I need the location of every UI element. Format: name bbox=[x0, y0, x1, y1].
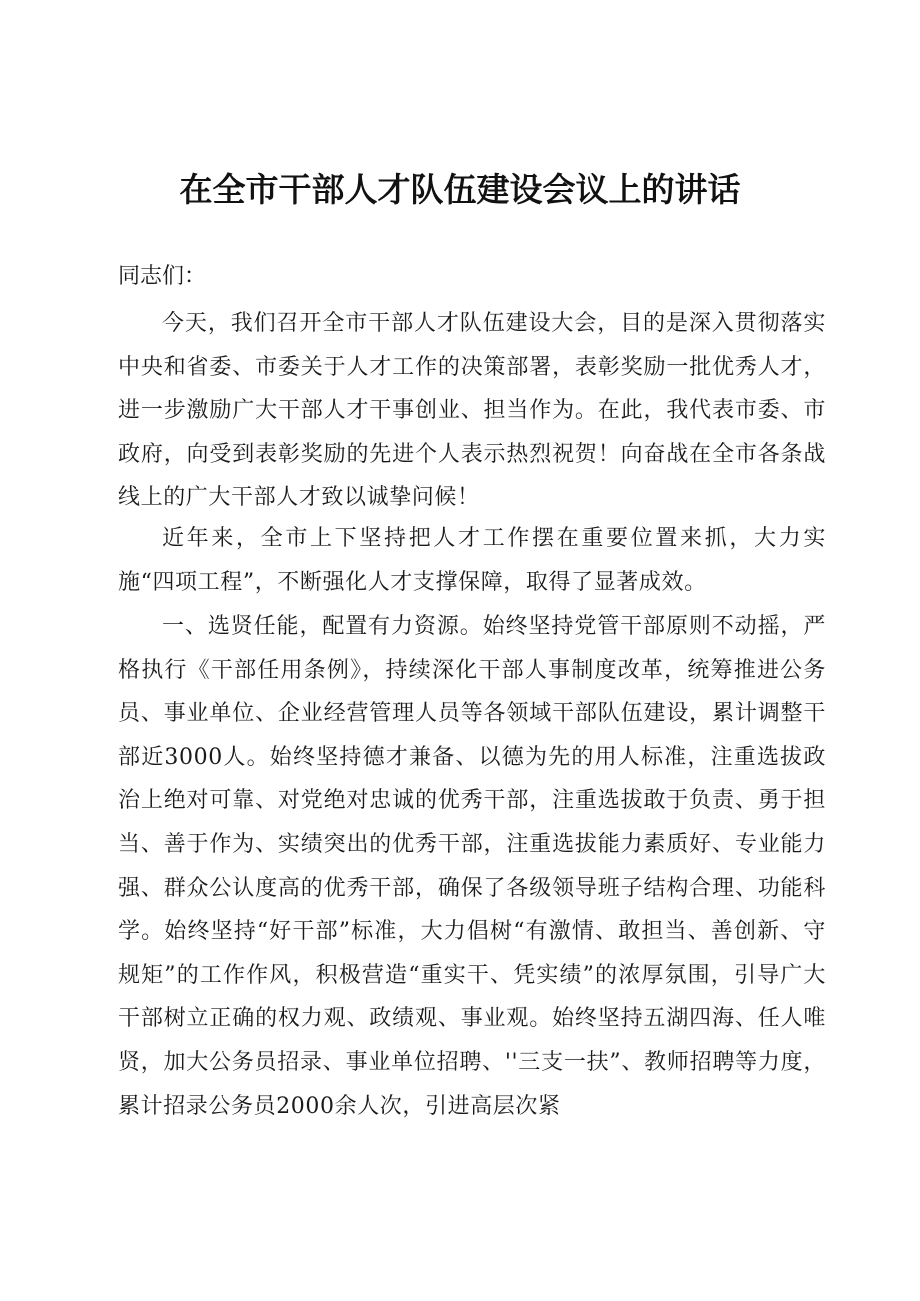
salutation: 同志们： bbox=[118, 264, 207, 289]
paragraph-section-one bbox=[118, 605, 826, 1128]
section-one-text: 始终坚持党管干部原则不动摇，严格执行《干部任用条例》，持续深化干部人事制度改革，统筹推进公务员、事业单位、企业经营管理人员等各领域干部队伍建设，累计调整干部近3000人。始终坚持德才兼备、以德为先的用人标准，注重选拔政治上绝对可靠、对党绝对忠诚的优秀干部，注重选拔敢于负责、勇于担当、善于作为、实绩突出的优秀干部，注重选拔能力素质好、专业能力强、群众公认度高的优秀干部，确保了各级领导班子结构合理、功能科学。始终坚持“好干部”标准，大力倡树“有激情、敢担当、善创新、守规矩”的工作作风，积极营造“重实干、凭实绩”的浓厚氛围，引导广大干部树立正确的权力观、政绩观、事业观。始终坚持五湖四海、任人唯贤，加大公务员招录、事业单位招聘、''三支一扶”、教师招聘等力度，累计招录公务员2000余人次，引进高层次紧 bbox=[118, 614, 826, 1119]
paragraph-opening: 今天，我们召开全市干部人才队伍建设大会，目的是深入贯彻落实中央和省委、市委关于人才工作的决策部署，表彰奖励一批优秀人才，进一步激励广大干部人才干事创业、担当作为。在此，我代表市委、市政府，向受到表彰奖励的先进个人表示热烈祝贺！向奋战在全市各条战线上的广大干部人才致以诚挚问候！ bbox=[118, 311, 826, 511]
section-one-heading: 一、选贤任能，配置有力资源。 bbox=[162, 614, 483, 639]
document-title: 在全市干部人才队伍建设会议上的讲话 bbox=[179, 170, 741, 209]
paragraph-overview: 近年来，全市上下坚持把人才工作摆在重要位置来抓，大力实施“四项工程”，不断强化人才支撑保障，取得了显著成效。 bbox=[118, 526, 826, 595]
